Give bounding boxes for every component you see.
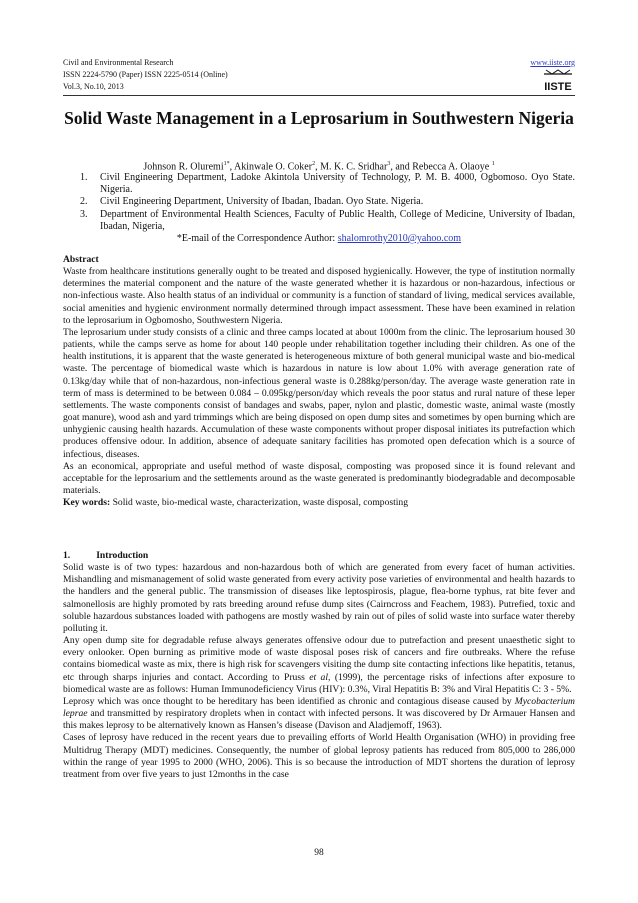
text-run-italic: Mycobacterium leprae — [63, 695, 575, 720]
abstract-paragraph: Waste from healthcare institutions generally ought to be treated and disposed hygienically. However, the type of institution normally determines the material component and the nature of the waste generated whether it is hazardous or non-hazardous, infectious or non-infectious waste. Also health status of an individual or community is a function of standard of living, medical services available, social amenities and hygienic environment normally determined through impact assessment. These have been examined in relation to the leprosarium in Ogbomosho, Southwestern Nigeria. — [63, 266, 575, 326]
abstract-section — [63, 254, 575, 509]
body-paragraph: Solid waste is of two types: hazardous and non-hazardous both of which are generated from every facet of human activities. Mishandling and mismanagement of solid waste generated from every activity pose varieties of environmental and health hazards to the handlers and the general public. The transmission of diseases like leptospirosis, plague, flea-borne typhus, rat bite fever and salmonellosis are highly promoted by rats breeding around refuse dump sites (Cairncross and Feachem, 1983). Putrefied, toxic and soluble hazardous substances loaded with pathogens are mostly washed by rain out of piles of solid waste into surface water thereby polluting it. — [63, 562, 575, 634]
affiliation-item — [80, 209, 575, 233]
section-title: Introduction — [96, 550, 149, 561]
affiliation-number: 2. — [80, 196, 88, 208]
header-rule — [63, 95, 575, 96]
journal-volume: Vol.3, No.10, 2013 — [63, 82, 124, 91]
section-number: 1. — [63, 550, 71, 561]
affiliation-text: Civil Engineering Department, Ladoke Akintola University of Technology, P. M. B. 4000, Ogbomoso. Oyo State. Nigeria. — [100, 172, 575, 196]
affiliation-number: 1. — [80, 172, 88, 183]
author-name: , Akinwale O. Coker — [229, 161, 313, 173]
journal-url-link[interactable]: www.iiste.org — [530, 58, 575, 67]
iiste-logo-mark — [542, 68, 574, 94]
introduction-section — [63, 550, 575, 781]
correspondence-email — [63, 233, 575, 245]
email-link[interactable]: shalomrothy2010@yahoo.com — [337, 233, 462, 244]
abstract-paragraph: As an economical, appropriate and useful method of waste disposal, composting was proposed since it is found relevant and acceptable for the leprosarium and the settlements around as the waste generated is predominantly biodegradable and decomposable materials. — [63, 460, 575, 496]
text-run: Leprosy which was once thought to be hereditary has been identified as chronic and contagious disease caused by — [63, 695, 515, 707]
keywords-label: Key words: — [63, 497, 111, 509]
keywords — [63, 497, 575, 509]
email-label: *E-mail of the Correspondence Author: — [176, 233, 338, 244]
affiliation-item — [80, 172, 575, 196]
author-name: Johnson R. Oluremi — [143, 161, 224, 173]
section-heading — [63, 550, 575, 562]
iiste-logo — [542, 68, 574, 94]
author-sup: 3 — [387, 161, 391, 167]
abstract-heading: Abstract — [63, 254, 99, 265]
text-run: Any open dump site for degradable refuse always generates offensive odour due to putrefaction and present unaesthetic sight to every onlooker. Open burning as primitive mode of waste disposal poses risk of cancers and fire outbreaks. Where the refuse contains biomedical waste as mix, there is high risk for scavengers visiting the dump site contacting infections like hepatitis, tetanus, etc through sharps injuries and contact. According to Pruss — [63, 635, 575, 683]
abstract-paragraph: The leprosarium under study consists of a clinic and three camps located at about 1000m from the clinic. The leprosarium housed 30 patients, while the camps serve as home for about 140 people under rehabilitation together including their children. As one of the health institutions, it is apparent that the waste generated is heterogeneous mixture of both general municipal waste and bio-medical waste. The percentage of biomedical waste which is hazardous in nature is low about 1.0% with average generation rate of 0.13kg/day while that of non-hazardous, non-infectious general waste is 0.288kg/person/day. The average waste generation rate in term of mass is determined to be between 0.084 – 0.095kg/person/day which reveals the poor status and rural nature of these leper settlements. The waste components consist of bandages and swabs, paper, nylon and plastic, domestic waste, animal waste (mostly goat manure), wood ash and yard trimmings which are being disposed on open dump sites and sometimes by open burning which are unhygienic causing health hazards. Accumulation of these waste components without proper disposal initiates its putrefaction which produces offensive odour. In addition, absence of adequate sanitary facilities has promoted open defecation which is a source of infectious, diseases. — [63, 326, 575, 460]
affiliation-list — [80, 172, 575, 233]
text-run: and transmitted by respiratory droplets when in contact with infected persons. It was discovered by Dr Armauer Hansen and this makes leprosy to be alternatively known as Hansen’s disease (Davison and Aladjemoff, 1963). — [63, 708, 575, 732]
author-sup: 2 — [312, 161, 316, 167]
body-paragraph: Cases of leprosy have reduced in the recent years due to prevailing efforts of World Health Organisation (WHO) in providing free Multidrug Therapy (MDT) medicines. Consequently, the number of global leprosy patients has reduced from 805,000 to 286,000 within the range of year 1995 to 2000 (WHO, 2006). This is so because the introduction of MDT shortens the duration of leprosy treatment from over five years to just 12months in the case — [63, 732, 575, 780]
text-run-italic: et al, — [309, 671, 331, 683]
page-number: 98 — [314, 848, 324, 858]
affiliation-number: 3. — [80, 208, 88, 220]
keywords-text: Solid waste, bio-medical waste, characterization, waste disposal, composting — [110, 497, 409, 509]
affiliation-text: Department of Environmental Health Sciences, Faculty of Public Health, College of Medicine, University of Ibadan, Ibadan, Nigeria, — [100, 208, 575, 232]
affiliation-item — [80, 196, 575, 208]
body-paragraph — [63, 635, 575, 696]
author-sup: 1 — [491, 161, 495, 167]
author-sup: 1* — [223, 161, 230, 167]
iiste-logo-text: IISTE — [544, 81, 572, 93]
text-run: (1999), the percentage risks of infections after exposure to biomedical waste are as follows: Human Immunodeficiency Virus (HIV): 0.3%, Viral Hepatitis B: 3% and Viral Hepatitis C: 3 - 5%. — [63, 671, 575, 695]
journal-name: Civil and Environmental Research — [63, 58, 174, 67]
body-paragraph — [63, 696, 575, 732]
affiliation-text: Civil Engineering Department, University of Ibadan, Ibadan. Oyo State. Nigeria. — [100, 196, 424, 208]
paper-title: Solid Waste Management in a Leprosarium in Southwestern Nigeria — [64, 108, 574, 128]
author-name: , and Rebecca A. Olaoye — [390, 161, 490, 173]
author-name: , M. K. C. Sridhar — [315, 161, 388, 173]
journal-issn: ISSN 2224-5790 (Paper) ISSN 2225-0514 (Online) — [63, 70, 228, 79]
